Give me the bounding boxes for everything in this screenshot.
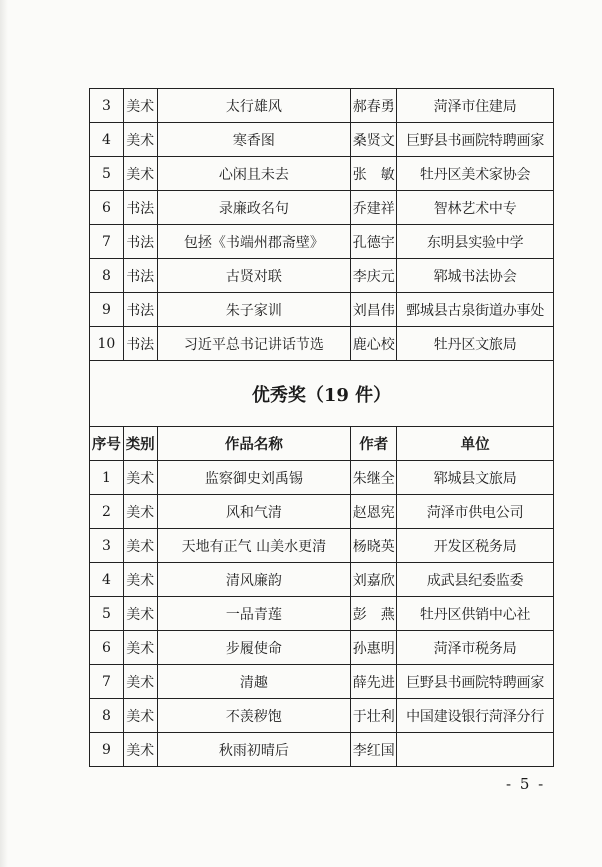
table-row [90,123,554,157]
cell-author: 赵恩宪 [351,495,397,529]
table-row [90,733,554,767]
cell-no: 2 [90,495,124,529]
cell-category: 美术 [123,597,157,631]
cell-title: 步履使命 [157,631,351,665]
cell-title: 风和气清 [157,495,351,529]
cell-title: 一品青莲 [157,597,351,631]
cell-unit: 菏泽市供电公司 [397,495,554,529]
table-row [90,631,554,665]
cell-category: 书法 [123,327,157,361]
table-row [90,563,554,597]
cell-title: 监察御史刘禹锡 [157,461,351,495]
cell-no: 9 [90,293,124,327]
cell-no: 5 [90,157,124,191]
cell-no: 5 [90,597,124,631]
section-title: 优秀奖（19 件） [90,361,554,427]
cell-category: 美术 [123,665,157,699]
cell-category: 书法 [123,259,157,293]
awards-table [89,88,554,767]
cell-unit: 成武县纪委监委 [397,563,554,597]
cell-unit: 东明县实验中学 [397,225,554,259]
cell-title: 古贤对联 [157,259,351,293]
cell-no: 4 [90,123,124,157]
cell-author: 桑贤文 [351,123,397,157]
cell-title: 朱子家训 [157,293,351,327]
cell-unit: 菏泽市税务局 [397,631,554,665]
cell-author: 杨晓英 [351,529,397,563]
cell-unit: 郓城县文旅局 [397,461,554,495]
table-row [90,597,554,631]
cell-author: 乔建祥 [351,191,397,225]
section-title-row [90,361,554,427]
table-row [90,665,554,699]
cell-category: 美术 [123,461,157,495]
cell-author: 孙惠明 [351,631,397,665]
cell-category: 美术 [123,495,157,529]
header-category: 类别 [123,427,157,461]
cell-author: 李红国 [351,733,397,767]
cell-author: 刘嘉欣 [351,563,397,597]
header-unit: 单位 [397,427,554,461]
cell-author: 郝春勇 [351,89,397,123]
table-row [90,461,554,495]
cell-unit: 中国建设银行菏泽分行 [397,699,554,733]
cell-no: 6 [90,631,124,665]
cell-author: 张 敏 [351,157,397,191]
cell-category: 美术 [123,123,157,157]
table-row [90,225,554,259]
cell-title: 习近平总书记讲话节选 [157,327,351,361]
cell-author: 鹿心校 [351,327,397,361]
cell-category: 书法 [123,191,157,225]
table-row [90,293,554,327]
cell-author: 朱继全 [351,461,397,495]
cell-author: 李庆元 [351,259,397,293]
cell-no: 8 [90,259,124,293]
cell-title: 天地有正气 山美水更清 [157,529,351,563]
cell-no: 8 [90,699,124,733]
cell-no: 6 [90,191,124,225]
cell-author: 薛先进 [351,665,397,699]
table-row [90,259,554,293]
cell-unit [397,733,554,767]
cell-unit: 牡丹区文旅局 [397,327,554,361]
bottom-rows [90,461,554,767]
cell-unit: 牡丹区美术家协会 [397,157,554,191]
table-row [90,495,554,529]
cell-unit: 开发区税务局 [397,529,554,563]
cell-title: 秋雨初晴后 [157,733,351,767]
cell-unit: 牡丹区供销中心社 [397,597,554,631]
cell-unit: 巨野县书画院特聘画家 [397,665,554,699]
header-title: 作品名称 [157,427,351,461]
cell-unit: 巨野县书画院特聘画家 [397,123,554,157]
cell-title: 包拯《书端州郡斋壁》 [157,225,351,259]
table-row [90,191,554,225]
cell-title: 太行雄风 [157,89,351,123]
cell-author: 孔德宇 [351,225,397,259]
cell-unit: 菏泽市住建局 [397,89,554,123]
top-rows [90,89,554,361]
cell-title: 不羡秽饱 [157,699,351,733]
cell-author: 于壮利 [351,699,397,733]
cell-no: 3 [90,529,124,563]
cell-title: 录廉政名句 [157,191,351,225]
table-row [90,89,554,123]
cell-title: 清趣 [157,665,351,699]
cell-category: 美术 [123,631,157,665]
table-row [90,157,554,191]
cell-unit: 郓城书法协会 [397,259,554,293]
cell-category: 美术 [123,157,157,191]
cell-unit: 智林艺术中专 [397,191,554,225]
header-row [90,427,554,461]
table-row [90,327,554,361]
cell-author: 彭 燕 [351,597,397,631]
cell-category: 书法 [123,293,157,327]
cell-author: 刘昌伟 [351,293,397,327]
cell-no: 7 [90,225,124,259]
cell-no: 9 [90,733,124,767]
header-author: 作者 [351,427,397,461]
cell-unit: 鄄城县古泉街道办事处 [397,293,554,327]
cell-title: 心闲且未去 [157,157,351,191]
cell-no: 10 [90,327,124,361]
cell-title: 清风廉韵 [157,563,351,597]
cell-category: 美术 [123,89,157,123]
cell-category: 美术 [123,529,157,563]
cell-title: 寒香图 [157,123,351,157]
cell-no: 4 [90,563,124,597]
cell-category: 美术 [123,733,157,767]
cell-no: 7 [90,665,124,699]
page-edge-shadow [0,0,8,867]
cell-category: 美术 [123,699,157,733]
cell-category: 书法 [123,225,157,259]
header-no: 序号 [90,427,124,461]
table-row [90,699,554,733]
page-number: - 5 - [506,775,546,793]
cell-no: 3 [90,89,124,123]
cell-no: 1 [90,461,124,495]
table-row [90,529,554,563]
cell-category: 美术 [123,563,157,597]
